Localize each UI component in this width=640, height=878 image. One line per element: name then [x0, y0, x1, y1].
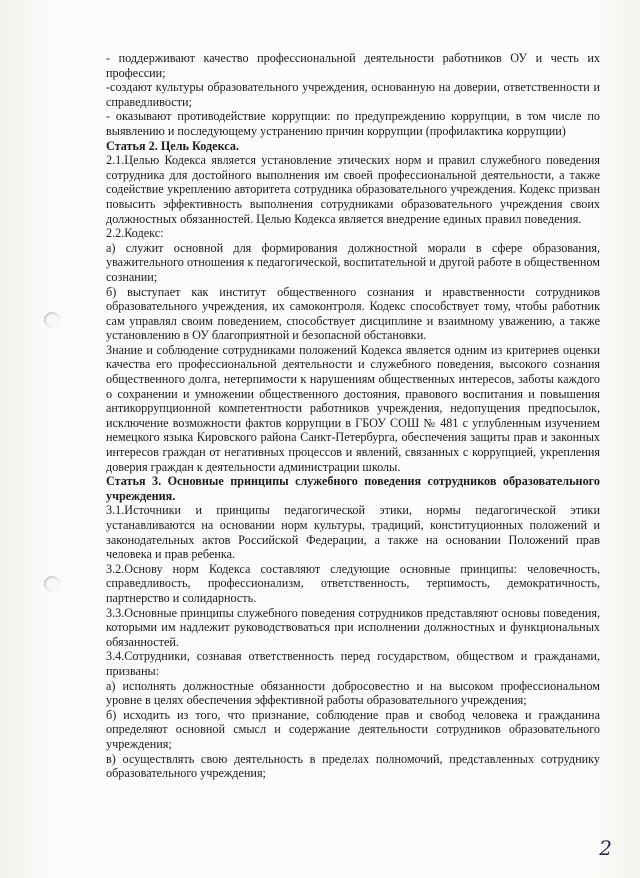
- paragraph: Знание и соблюдение сотрудниками положений Кодекса является одним из критериев оценки качества его профессиональной деятельности и служебного поведения, высокого сознания общественного долга, нетерпимости к нарушениям общественных интересов, заботы каждого о сохранении и умножении общественного достояния, правового воспитания и повышения антикоррупционной компетентности работников учреждения, недопущения предпосылок, исключение возможности фактов коррупции в ГБОУ СОШ № 481 с углубленным изучением немецкого языка Кировского района Санкт-Петербурга, обеспечения защиты прав и законных интересов граждан от негативных процессов и явлений, связанных с коррупцией, укрепления доверия граждан к деятельности администрации школы.: [106, 342, 600, 474]
- paragraph: а) исполнять должностные обязанности добросовестно и на высоком профессиональном уровне в целях обеспечения эффективной работы образовательного учреждения;: [106, 678, 600, 708]
- punch-hole: [44, 312, 60, 328]
- paragraph: 3.3.Основные принципы служебного поведения сотрудников представляют основы поведения, которыми им надлежит руководствоваться при исполнении должностных и функциональных обязанностей.: [106, 605, 600, 649]
- punch-hole: [44, 576, 60, 592]
- page-number: 2: [599, 836, 612, 860]
- paragraph: 3.4.Сотрудники, сознавая ответственность перед государством, обществом и гражданами, призваны:: [106, 649, 600, 678]
- paragraph: 2.1.Целью Кодекса является установление этических норм и правил служебного поведения сотрудника для достойного выполнения им своей профессиональной деятельности, а также содействие укреплению авторитета сотрудника образовательного учреждения. Кодекс призван повысить эффективность выполнения сотрудниками образовательного учреждения своих должностных обязанностей. Целью Кодекса является внедрение единых правил поведения.: [106, 153, 600, 226]
- paragraph: б) исходить из того, что признание, соблюдение прав и свобод человека и гражданина определяют основной смысл и содержание деятельности сотрудников образовательного учреждения;: [106, 707, 600, 751]
- paragraph: 3.2.Основу норм Кодекса составляют следующие основные принципы: человечность, справедливость, профессионализм, ответственность, терпимость, демократичность, партнерство и солидарность.: [106, 561, 600, 605]
- paragraph: в) осуществлять свою деятельность в пределах полномочий, представленных сотруднику образовательного учреждения;: [106, 751, 600, 781]
- document-body: [106, 51, 600, 781]
- paragraph: - поддерживают качество профессиональной деятельности работников ОУ и честь их профессии;: [106, 51, 600, 80]
- paragraph: б) выступает как институт общественного сознания и нравственности сотрудников образовательного учреждения, их самоконтроля. Кодекс способствует тому, чтобы работник сам управлял своим поведением, способствует дисциплине и взаимному уважению, а также установлению в ОУ благоприятной и безопасной обстановки.: [106, 284, 600, 343]
- paragraph: 2.2.Кодекс:: [106, 226, 164, 241]
- paragraph: 3.1.Источники и принципы педагогической этики, нормы педагогической этики устанавливаются на основании норм культуры, традиций, конституционных положений и законодательных актов Российской Федерации, а также на основании Положений прав человека и прав ребенка.: [106, 503, 600, 562]
- article-heading: Статья 2. Цель Кодекса.: [106, 138, 239, 153]
- article-heading: Статья 3. Основные принципы служебного поведения сотрудников образовательного учреждения.: [106, 474, 600, 503]
- paragraph: а) служит основной для формирования должностной морали в сфере образования, уважительного отношения к педагогической, воспитательной и другой работе в общественном сознании;: [106, 240, 600, 284]
- paragraph: - оказывают противодействие коррупции: по предупреждению коррупции, в том числе по выявлению и последующему устранению причин коррупции (профилактика коррупции): [106, 109, 600, 138]
- paragraph: -создают культуры образовательного учреждения, основанную на доверии, ответственности и справедливости;: [106, 80, 600, 109]
